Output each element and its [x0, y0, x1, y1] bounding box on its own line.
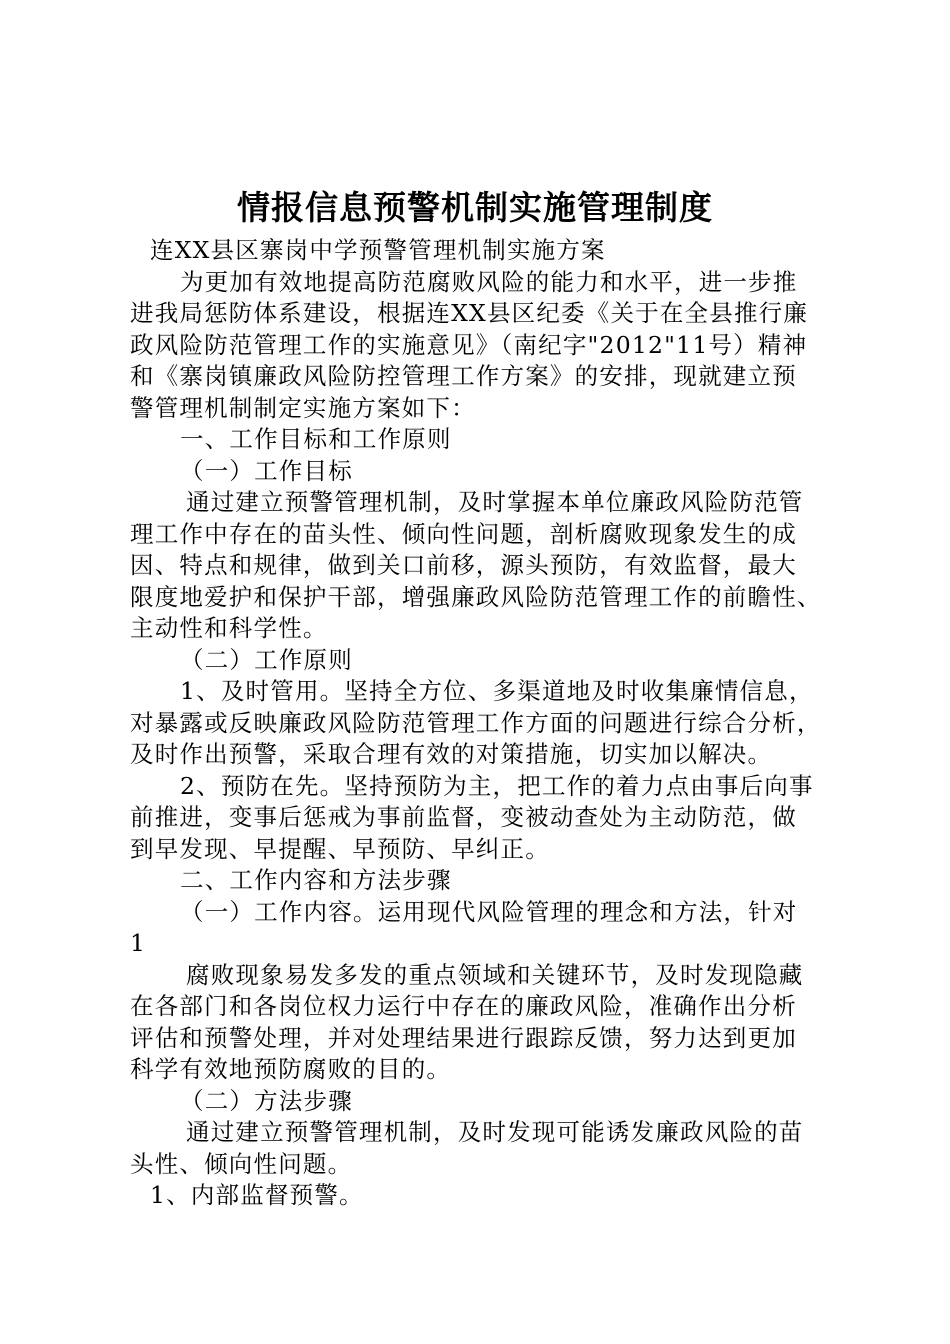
paragraph-line: 1、内部监督预警。: [150, 1181, 364, 1209]
paragraph-line: 评估和预警处理，并对处理结果进行跟踪反馈，努力达到更加: [130, 1023, 797, 1052]
paragraph-line: 为更加有效地提高防范腐败风险的能力和水平，进一步推: [180, 267, 798, 296]
paragraph-line: 在各部门和各岗位权力运行中存在的廉政风险，准确作出分析: [130, 992, 797, 1020]
paragraph-line: 通过建立预警管理机制，及时发现可能诱发廉政风险的苗: [186, 1118, 804, 1146]
paragraph-line: 二、工作内容和方法步骤: [180, 866, 452, 894]
paragraph-line: （一）工作目标: [180, 456, 353, 485]
paragraph-line: 和《寨岗镇廉政风险防控管理工作方案》的安排，现就建立预: [130, 362, 797, 390]
paragraph-line: 到早发现、早提醒、早预防、早纠正。: [130, 834, 550, 863]
document-body: [130, 235, 842, 1212]
paragraph-line: 1、及时管用。坚持全方位、多渠道地及时收集廉情信息，: [180, 677, 814, 705]
paragraph-line: 理工作中存在的苗头性、倾向性问题，剖析腐败现象发生的成: [130, 519, 797, 548]
paragraph-line: 因、特点和规律，做到关口前移，源头预防，有效监督，最大: [130, 551, 797, 579]
paragraph-line: 政风险防范管理工作的实施意见》（南纪字"2012"11号）精神: [130, 330, 808, 359]
paragraph-line: 前推进，变事后惩戒为事前监督，变被动查处为主动防范，做: [130, 803, 797, 831]
paragraph-line: 及时作出预警，采取合理有效的对策措施，切实加以解决。: [130, 740, 773, 768]
paragraph-line: 一、工作目标和工作原则: [180, 425, 452, 453]
paragraph-line: 科学有效地预防腐败的目的。: [130, 1055, 452, 1083]
paragraph-line: 腐败现象易发多发的重点领域和关键环节，及时发现隐藏: [186, 960, 804, 989]
paragraph-line: 连XX县区寨岗中学预警管理机制实施方案: [150, 236, 606, 264]
paragraph-line: 对暴露或反映廉政风险防范管理工作方面的问题进行综合分析，: [130, 708, 822, 737]
document-title: 情报信息预警机制实施管理制度: [237, 188, 713, 227]
paragraph-line: 1: [130, 929, 147, 957]
paragraph-line: （二）方法步骤: [180, 1086, 353, 1115]
paragraph-line: 主动性和科学性。: [130, 614, 328, 642]
paragraph-line: （一）工作内容。运用现代风险管理的理念和方法，针对: [180, 897, 798, 926]
paragraph-line: 通过建立预警管理机制，及时掌握本单位廉政风险防范管: [186, 488, 804, 516]
paragraph-line: 2、预防在先。坚持预防为主，把工作的着力点由事后向事: [180, 771, 814, 800]
paragraph-line: 警管理机制制定实施方案如下：: [130, 393, 476, 422]
paragraph-line: 头性、倾向性问题。: [130, 1149, 353, 1178]
paragraph-line: （二）工作原则: [180, 645, 353, 674]
paragraph-line: 进我局惩防体系建设，根据连XX县区纪委《关于在全县推行廉: [130, 299, 809, 327]
paragraph-line: 限度地爱护和保护干部，增强廉政风险防范管理工作的前瞻性、: [130, 582, 822, 611]
